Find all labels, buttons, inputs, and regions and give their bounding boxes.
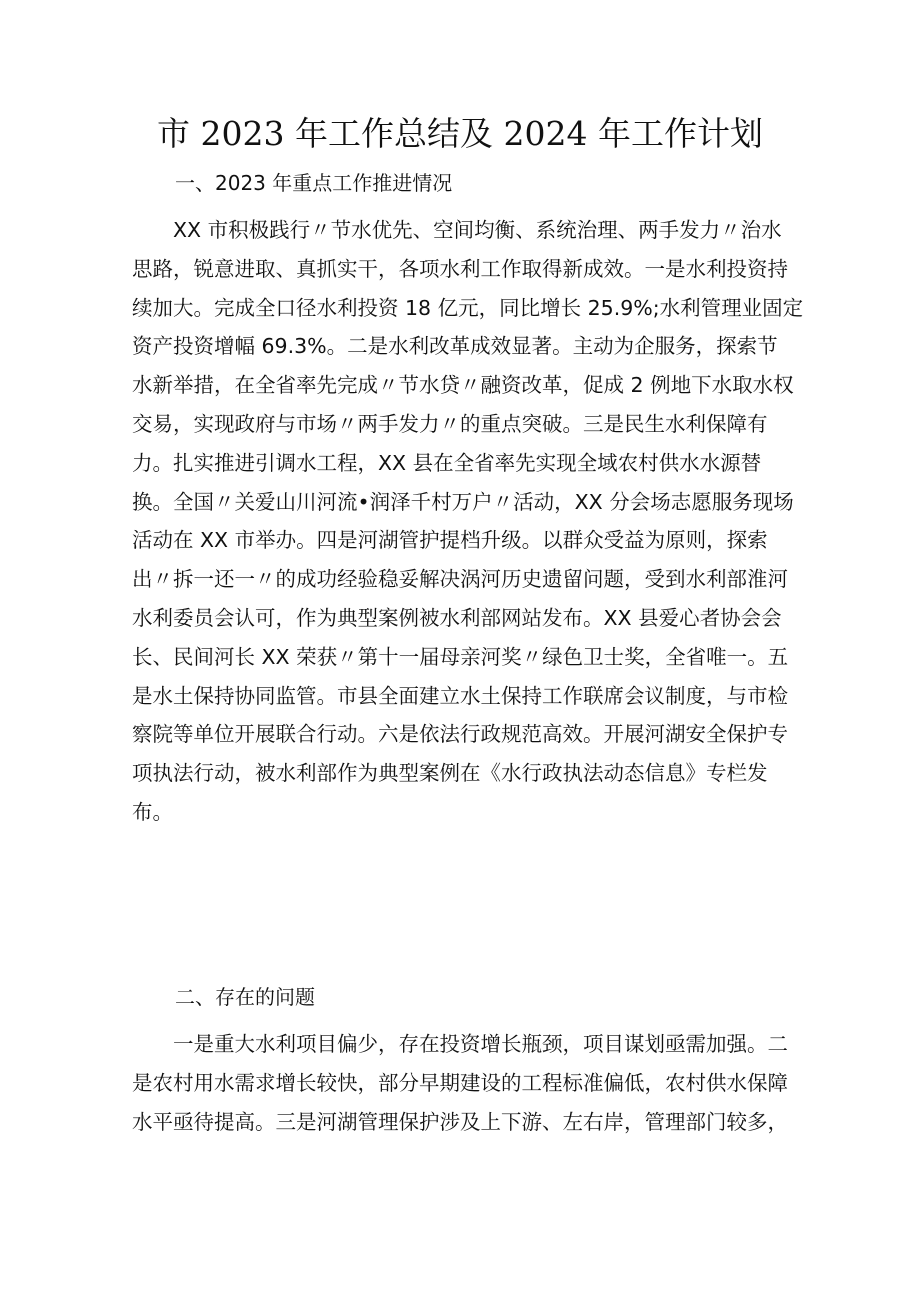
paragraph-line: XX 市积极践行〃节水优先、空间均衡、系统治理、两手发力〃治水 [132,218,782,242]
paragraph-line: 续加大。完成全口径水利投资 18 亿元，同比增长 25.9%;水利管理业固定 [132,295,804,320]
paragraph-line: 资产投资增幅 69.3%。二是水利改革成效显著。主动为企服务，探索节 [132,334,778,359]
paragraph-line: 出〃拆一还一〃的成功经验稳妥解决涡河历史遗留问题，受到水利部淮河 [132,567,788,592]
paragraph-line: 水平亟待提高。三是河湖管理保护涉及上下游、左右岸，管理部门较多， [132,1109,788,1134]
section-paragraph-progress [132,211,804,832]
paragraph-line: 水新举措，在全省率先完成〃节水贷〃融资改革，促成 2 例地下水取水权 [132,373,794,398]
paragraph-line: 换。全国〃关爱山川河流•润泽千村万户〃活动，XX 分会场志愿服务现场 [132,489,794,514]
paragraph-line: 力。扎实推进引调水工程，XX 县在全省率先实现全域农村供水水源替 [132,450,762,475]
paragraph-line: 思路，锐意进取、真抓实干，各项水利工作取得新成效。一是水利投资持 [132,256,788,281]
paragraph-line: 项执法行动，被水利部作为典型案例在《水行政执法动态信息》专栏发 [132,761,768,786]
paragraph-line: 布。 [132,799,173,824]
document-title: 市 2023 年工作总结及 2024 年工作计划 [157,114,763,153]
paragraph-line: 是水土保持协同监管。市县全面建立水土保持工作联席会议制度，与市检 [132,683,788,708]
paragraph-line: 一是重大水利项目偏少，存在投资增长瓶颈，项目谋划亟需加强。二 [132,1032,788,1056]
section-heading-progress: 一、2023 年重点工作推进情况 [175,171,453,195]
paragraph-line: 交易，实现政府与市场〃两手发力〃的重点突破。三是民生水利保障有 [132,411,768,436]
paragraph-line: 水利委员会认可，作为典型案例被水利部网站发布。XX 县爱心者协会会 [132,605,782,630]
paragraph-line: 察院等单位开展联合行动。六是依法行政规范高效。开展河湖安全保护专 [132,722,788,747]
paragraph-line: 活动在 XX 市举办。四是河湖管护提档升级。以群众受益为原则，探索 [132,528,768,553]
section-paragraph-problems [132,1025,792,1141]
paragraph-line: 长、民间河长 XX 荣获〃第十一届母亲河奖〃绿色卫士奖，全省唯一。五 [132,644,789,669]
paragraph-line: 是农村用水需求增长较快，部分早期建设的工程标准偏低，农村供水保障 [132,1070,788,1095]
section-heading-problems: 二、存在的问题 [175,985,315,1009]
